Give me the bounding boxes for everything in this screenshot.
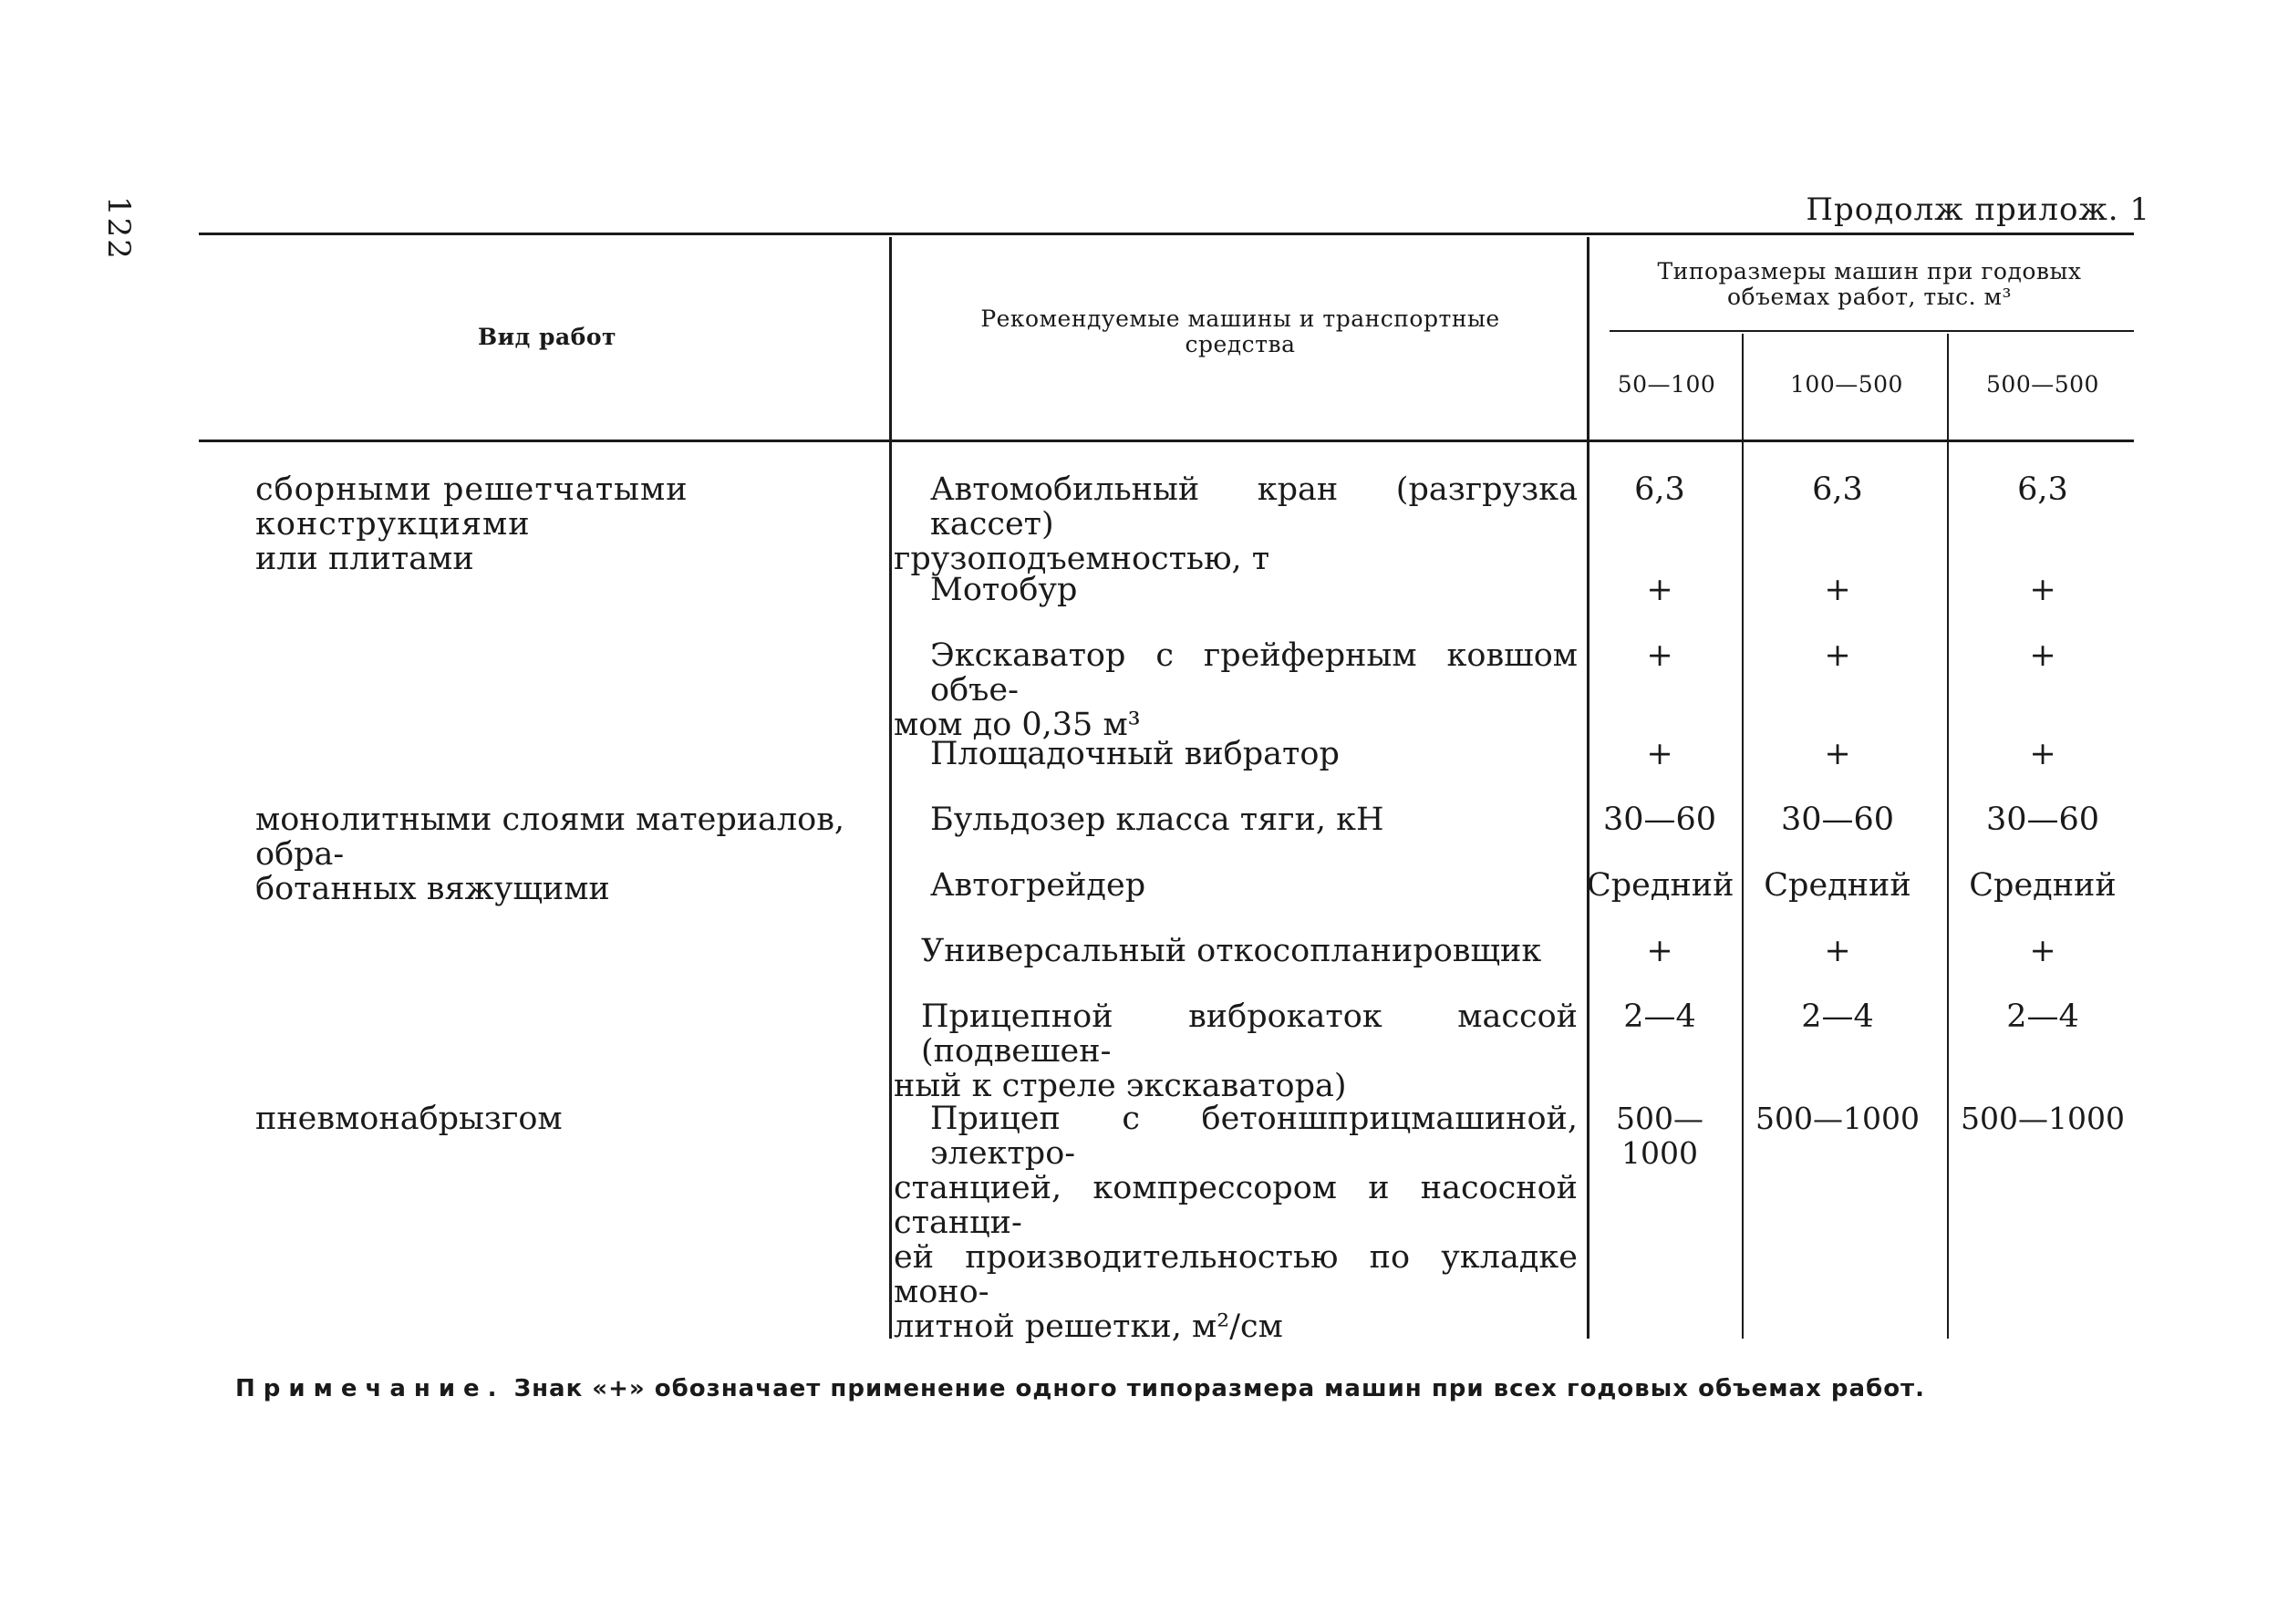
col-divider-1 xyxy=(889,237,892,1339)
machine-4 xyxy=(894,737,1578,771)
machine-4-line1: Площадочный вибратор xyxy=(930,736,1340,772)
row-1-value-2: 6,3 xyxy=(1812,471,1863,508)
row-4-value-2: + xyxy=(1824,736,1851,772)
header-machines-line2: средства xyxy=(1185,331,1296,357)
machine-3-line1: Экскаватор с грейферным ковшом объе- xyxy=(930,637,1578,709)
row-1-value-3: 6,3 xyxy=(2017,471,2068,508)
row-7-value-2: + xyxy=(1824,933,1851,969)
machine-5 xyxy=(894,802,1578,837)
header-sizes-line2: объемах работ, тыс. м³ xyxy=(1726,284,2013,310)
footnote-label: Примечание. xyxy=(235,1375,505,1402)
header-sub-3: 500—500 xyxy=(1986,371,2099,398)
header-work: Вид работ xyxy=(477,324,617,350)
machine-5-line1: Бульдозер класса тяги, кН xyxy=(930,802,1384,838)
row-7-value-3: + xyxy=(2029,933,2056,969)
work-type-2-line2: ботанных вяжущими xyxy=(255,871,610,907)
header-machines-line1: Рекомендуемые машины и транспортные xyxy=(980,305,1500,332)
row-5-value-2: 30—60 xyxy=(1780,802,1895,838)
machine-6 xyxy=(894,868,1578,903)
row-9-value-1: 500—1000 xyxy=(1616,1101,1703,1171)
machine-7-line1: Универсальный откосопланировщик xyxy=(921,933,1542,969)
row-2-value-2: + xyxy=(1824,572,1851,608)
row-4-value-1: + xyxy=(1646,736,1673,772)
machine-8 xyxy=(894,999,1578,1103)
row-6-value-1: Средний xyxy=(1587,867,1734,904)
row-3-value-1: + xyxy=(1646,637,1673,674)
row-6-value-3: Средний xyxy=(1969,867,2117,904)
row-3-value-2: + xyxy=(1824,637,1851,674)
sizes-group-rule xyxy=(1610,330,2134,332)
row-8-value-3: 2—4 xyxy=(2006,998,2079,1035)
machine-2-line1: Мотобур xyxy=(930,572,1078,608)
row-8-value-1: 2—4 xyxy=(1623,998,1696,1035)
machine-7 xyxy=(894,934,1578,968)
work-type-3-line1: пневмонабрызгом xyxy=(255,1101,563,1137)
col-divider-3 xyxy=(1742,334,1744,1339)
footnote xyxy=(235,1375,1925,1402)
work-type-1-line2: или плитами xyxy=(255,541,474,577)
machine-3-line2: мом до 0,35 м³ xyxy=(894,707,1141,743)
header-bottom-rule xyxy=(199,440,2134,442)
footnote-text: Знак «+» обозначает применение одного типоразмера машин при всех годовых объемах работ. xyxy=(513,1375,1926,1402)
row-6-value-2: Средний xyxy=(1764,867,1911,904)
header-machines xyxy=(912,306,1569,357)
table-top-rule xyxy=(199,233,2134,235)
machine-6-line1: Автогрейдер xyxy=(930,867,1146,904)
machine-8-line1: Прицепной виброкаток массой (подвешен- xyxy=(921,998,1578,1070)
row-7-value-1: + xyxy=(1646,933,1673,969)
machine-9-line2: станцией, компрессором и насосной станци- xyxy=(894,1170,1578,1241)
work-type-1 xyxy=(255,472,875,576)
machine-1-line1: Автомобильный кран (разгрузка кассет) xyxy=(930,471,1578,543)
work-type-3 xyxy=(255,1102,875,1136)
machine-1-line2: грузоподъемностью, т xyxy=(894,541,1270,577)
row-4-value-3: + xyxy=(2029,736,2056,772)
work-type-2 xyxy=(255,802,875,906)
col-divider-2 xyxy=(1587,237,1589,1339)
header-sub-1: 50—100 xyxy=(1617,371,1716,398)
machine-8-line2: ный к стреле экскаватора) xyxy=(894,1068,1347,1104)
machine-2 xyxy=(894,573,1578,607)
row-5-value-3: 30—60 xyxy=(1985,802,2100,838)
col-divider-4 xyxy=(1947,334,1949,1339)
row-2-value-1: + xyxy=(1646,572,1673,608)
continuation-label: Продолж прилож. 1 xyxy=(1806,191,2150,228)
header-sub-2: 100—500 xyxy=(1790,371,1903,398)
header-sizes xyxy=(1605,259,2134,310)
machine-9-line4: литной решетки, м²/см xyxy=(894,1309,1283,1345)
machine-3 xyxy=(894,638,1578,742)
row-5-value-1: 30—60 xyxy=(1602,802,1717,838)
row-1-value-1: 6,3 xyxy=(1634,471,1685,508)
header-sizes-line1: Типоразмеры машин при годовых xyxy=(1657,258,2082,284)
machine-9-line3: ей производительностью по укладке моно- xyxy=(894,1239,1578,1310)
work-type-2-line1: монолитными слоями материалов, обра- xyxy=(255,802,845,873)
row-3-value-3: + xyxy=(2029,637,2056,674)
row-8-value-2: 2—4 xyxy=(1801,998,1874,1035)
machine-1 xyxy=(894,472,1578,576)
page-number: 122 xyxy=(100,196,137,261)
row-9-value-3: 500—1000 xyxy=(1961,1101,2125,1136)
machine-9 xyxy=(894,1102,1578,1344)
row-9-value-2: 500—1000 xyxy=(1755,1101,1920,1136)
work-type-1-line1: сборными решетчатыми конструкциями xyxy=(255,471,689,543)
row-2-value-3: + xyxy=(2029,572,2056,608)
machine-9-line1: Прицеп с бетоншприцмашиной, электро- xyxy=(930,1101,1578,1172)
